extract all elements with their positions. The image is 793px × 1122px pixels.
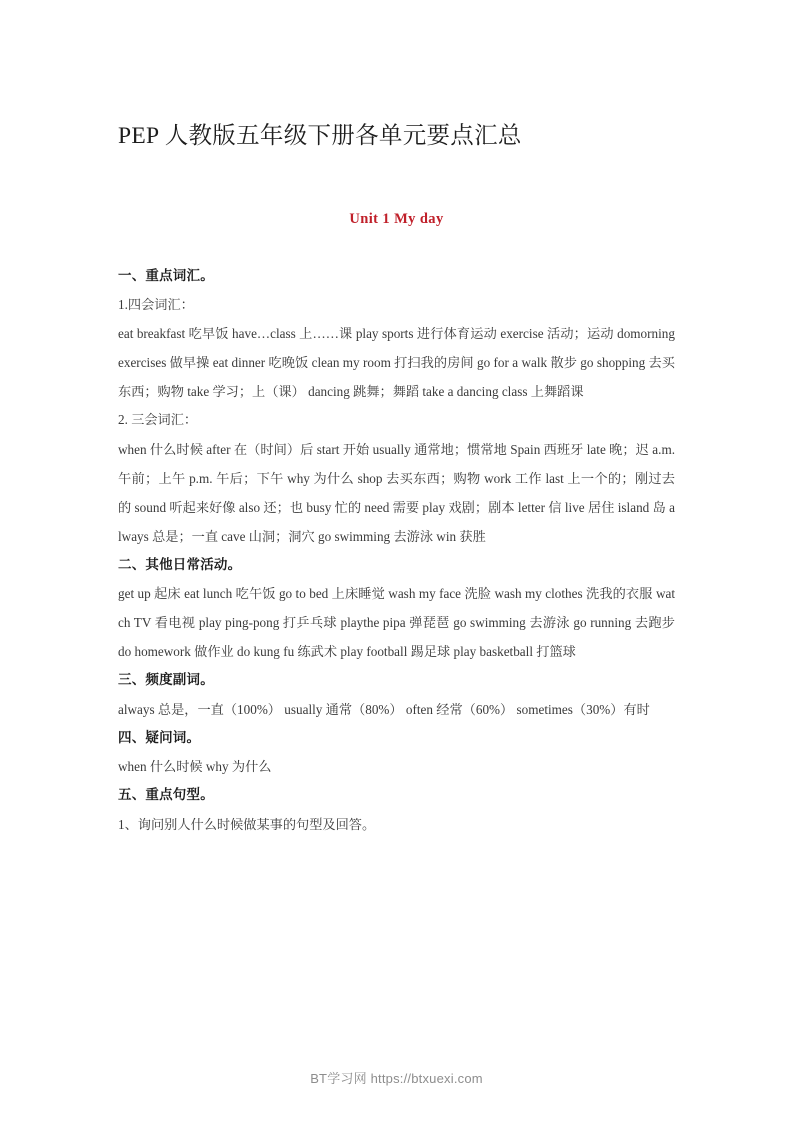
page-title: PEP 人教版五年级下册各单元要点汇总 — [118, 122, 522, 149]
section-heading-2: 二、其他日常活动。 — [118, 556, 242, 572]
section-heading-5: 五、重点句型。 — [118, 787, 214, 802]
document-body — [118, 262, 675, 839]
section-body-5: 1、询问别人什么时候做某事的句型及回答。 — [118, 816, 376, 832]
section-body-2: get up 起床 eat lunch 吃午饭 go to bed 上床睡觉 wash my face 洗脸 wash my clothes 洗我的衣服 watch TV 看电视 play ping-pong 打乒乓球 playthe pipa 弹琵琶 go swimming 去游泳 go running 去跑步 do homework 做作业 do kung fu 练武术 play football 踢足球 play basketball 打篮球 — [118, 586, 675, 659]
section-heading-4: 四、疑问词。 — [118, 729, 201, 745]
section-body-1-2: when 什么时候 after 在（时间）后 start 开始 usually 通常地；惯常地 Spain 西班牙 late 晚；迟 a.m. 午前；上午 p.m. 午后；下午 why 为什么 shop 去买东西；购物 work 工作 last 上一个的；刚过去的 sound 听起来好像 also 还；也 busy 忙的 need 需要 play 戏剧；剧本 letter 信 live 居住 island 岛 always 总是；一直 cave 山洞；洞穴 go swimming 去游泳 win 获胜 — [118, 441, 675, 544]
unit-heading: Unit 1 My day — [349, 211, 444, 227]
section-body-3: always 总是，一直（100%） usually 通常（80%） often 经常（60%） sometimes（30%）有时 — [118, 701, 650, 717]
section-heading-1: 一、重点词汇。 — [118, 268, 214, 283]
section-body-1-1: eat breakfast 吃早饭 have…class 上……课 play sports 进行体育运动 exercise 活动；运动 domorning exercises 做早操 eat dinner 吃晚饭 clean my room 打扫我的房间 go for a walk 散步 go shopping 去买东西；购物 take 学习；上（课） dancing 跳舞；舞蹈 take a dancing class 上舞蹈课 — [118, 326, 675, 399]
section-body-4: when 什么时候 why 为什么 — [118, 759, 272, 774]
footer-watermark: BT学习网 https://btxuexi.com — [310, 1071, 483, 1086]
subsection-heading-1-1: 1.四会词汇： — [118, 296, 194, 312]
section-heading-3: 三、频度副词。 — [118, 672, 214, 687]
subsection-heading-1-2: 2. 三会词汇： — [118, 412, 198, 427]
